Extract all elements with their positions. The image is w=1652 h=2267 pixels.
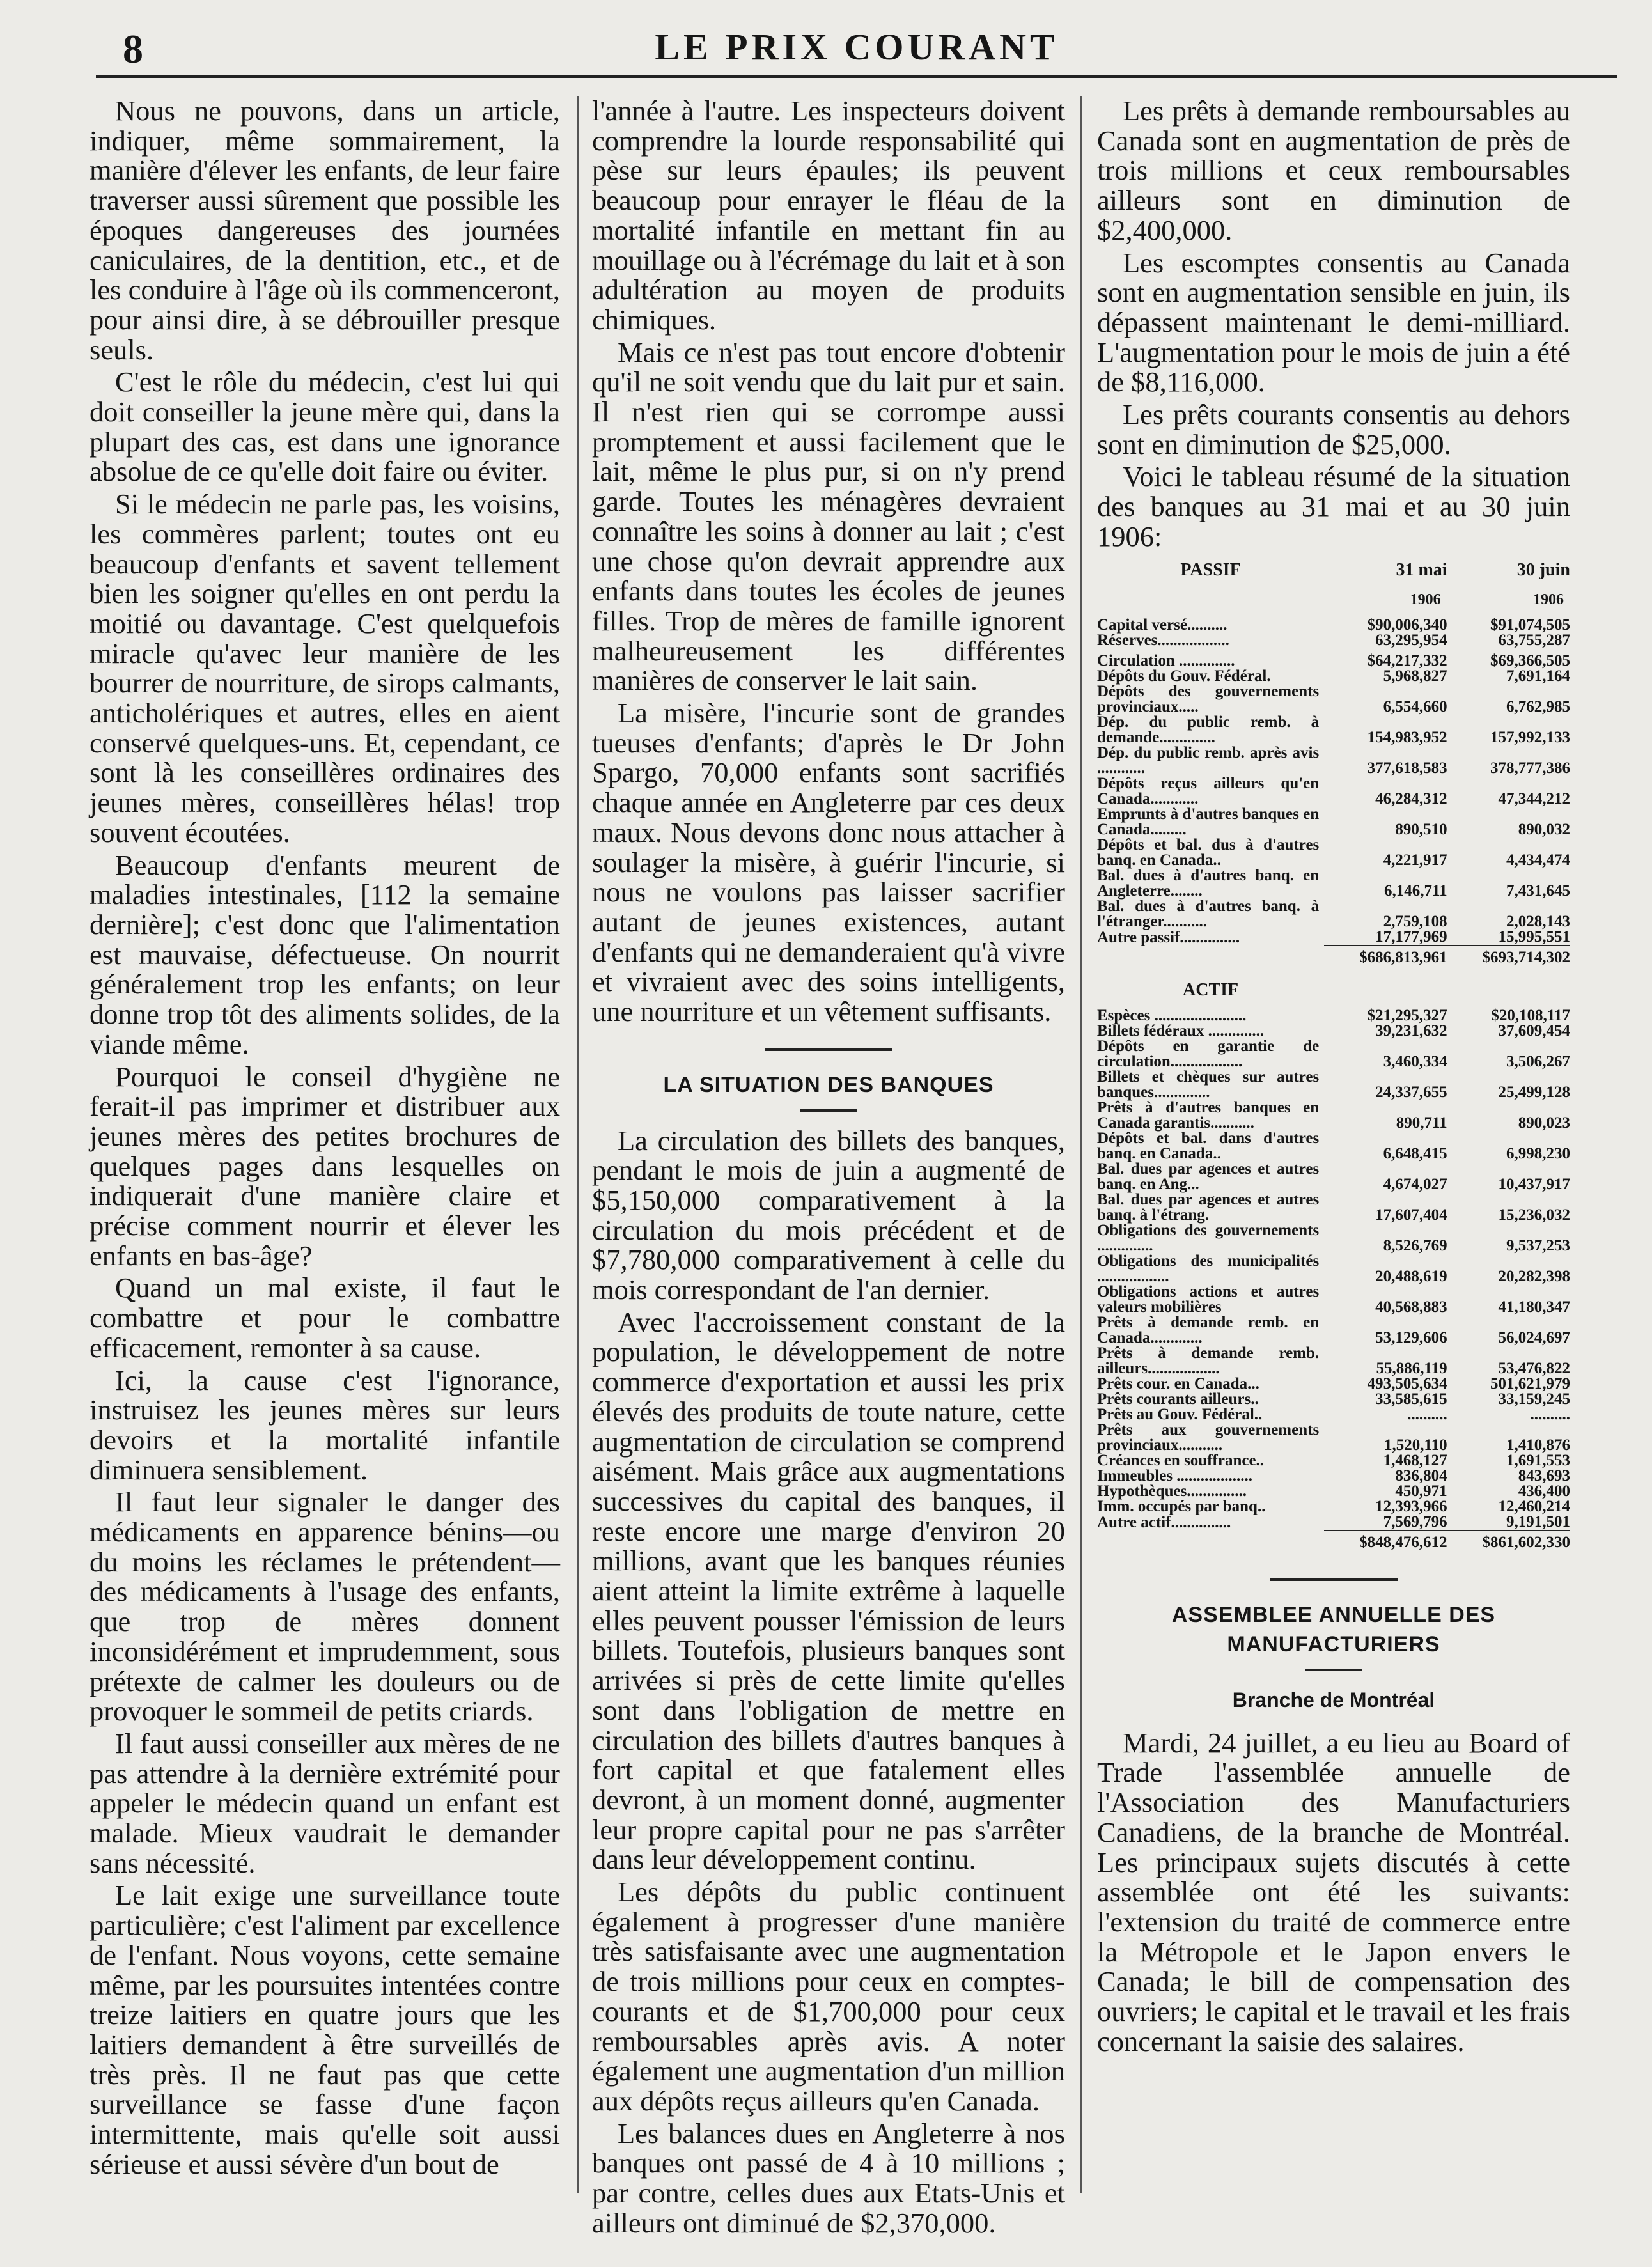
value-30-juin: 7,691,164	[1506, 667, 1570, 685]
value-30-juin: 890,023	[1518, 1114, 1570, 1132]
table-row	[1097, 684, 1570, 715]
table-row	[1097, 715, 1570, 745]
paragraph: Ici, la cause c'est l'ignorance, instruisez les jeunes mères sur leurs devoirs et la mortalité infantile diminuera sensiblement.	[90, 1364, 560, 1486]
value-31-mai: 17,607,404	[1375, 1206, 1447, 1224]
value-31-mai: 7,569,796	[1383, 1513, 1447, 1531]
table-row	[1097, 1131, 1570, 1162]
table-row	[1097, 837, 1570, 868]
paragraph: Il faut aussi conseiller aux mères de ne pas attendre à la dernière extrémité pour appeler le médecin quand un enfant est malade. Mieux vaudrait le demander sans nécessité.	[90, 1727, 560, 1879]
paragraph: La misère, l'incurie sont de grandes tueuses d'enfants; d'après le Dr John Spargo, 70,000 enfants sont sacrifiés chaque année en Angleterre par ces deux maux. Nous devons donc nous attacher à soulager la misère, à guérir l'incurie, si nous ne voulons pas laisser sacrifier autant de jeunes existences, autant d'enfants qui ne demanderaient qu'à vivre et vivraient avec des soins intelligents, une nourriture et un vêtement suffisants.	[592, 697, 1065, 1028]
title-rule	[1305, 1669, 1362, 1671]
paragraph: Les prêts à demande remboursables au Canada sont en augmentation de près de trois millions et ceux remboursables ailleurs sont en diminution de $2,400,000.	[1097, 95, 1570, 246]
row-label: Obligations actions et autres valeurs mobilières	[1097, 1282, 1320, 1316]
value-30-juin: 436,400	[1518, 1482, 1570, 1500]
table-row	[1097, 1070, 1570, 1100]
row-label: Capital versé..........	[1097, 616, 1227, 634]
value-30-juin: 890,032	[1518, 820, 1570, 838]
value-30-juin: 1,410,876	[1506, 1436, 1570, 1454]
title-rule	[800, 1109, 857, 1112]
column-divider	[577, 96, 579, 2193]
paragraph: Voici le tableau résumé de la situation des banques au 31 mai et au 30 juin 1906:	[1097, 460, 1570, 552]
row-label: Dép. du public remb. après avis ............	[1097, 744, 1320, 777]
value-30-juin: 157,992,133	[1490, 728, 1570, 746]
header-rule	[96, 75, 1617, 78]
value-30-juin: 6,998,230	[1506, 1144, 1570, 1162]
row-label: Obligations des gouvernements ..............	[1097, 1221, 1320, 1254]
value-30-juin: $69,366,505	[1490, 651, 1570, 669]
paragraph: Il faut leur signaler le danger des médicaments en apparence bénins—ou du moins les réclames le prétendent—des médicaments à l'usage des enfants, que trop de mères donnent inconsidérément et imprudemment, sous prétexte de calmer les douleurs ou de provoquer le sommeil de petits criards.	[90, 1486, 560, 1727]
year-a: 1906	[1410, 591, 1441, 609]
row-label: Espèces .......................	[1097, 1006, 1247, 1024]
table-row	[1097, 1407, 1570, 1422]
value-31-mai: 4,221,917	[1383, 851, 1447, 869]
table-row	[1097, 1162, 1570, 1192]
total-31-mai: $848,476,612	[1324, 1531, 1447, 1557]
table-row	[1097, 633, 1570, 648]
paragraph: Si le médecin ne parle pas, les voisins, les commères parlent; toutes ont eu beaucoup d'enfants et savent tellement bien les soigner qu'elles en ont perdu la moitié ou davantage. C'est quelquefois miracle qu'avec leur manière de les bourrer de nourriture, de sirops calmants, anticholériques et autres, elles en aient conservé quelques-uns. Et, cependant, ce sont là les conseillères ordinaires des jeunes mères, conseillères hélas! trop souvent écoutées.	[90, 488, 560, 848]
row-label: Billets et chèques sur autres banques..............	[1097, 1068, 1320, 1101]
value-30-juin: 37,609,454	[1498, 1022, 1570, 1040]
paragraph: Mais ce n'est pas tout encore d'obtenir qu'il ne soit vendu que du lait pur et sain. Il n'est rien qui se corrompe aussi promptement et aussi facilement que le lait, même le plus pur, si on n'y prend garde. Toutes les ménagères devraient connaître les soins à donner au lait ; c'est une chose qu'on devrait apprendre aux enfants dans toutes les écoles de jeunes filles. Trop de mères de famille ignorent malheureusement les différentes manières de conserver le lait sain.	[592, 336, 1065, 697]
page-header	[96, 26, 1617, 77]
value-31-mai: 8,526,769	[1383, 1236, 1447, 1254]
table-row	[1097, 1499, 1570, 1515]
value-31-mai: ..........	[1407, 1405, 1447, 1423]
value-30-juin: 25,499,128	[1498, 1083, 1570, 1101]
paragraph: Mardi, 24 juillet, a eu lieu au Board of Trade l'assemblée annuelle de l'Association des Manufacturiers Canadiens, de la branche de Montréal. Les principaux sujets discutés à cette assemblée ont été les suivants: l'extension du traité de commerce entre la Métropole et le Japon envers le Canada; le bill de compensation des ouvriers; le capital et le travail et les frais concernant la saisie des salaires.	[1097, 1726, 1570, 2057]
row-label: Dépôts et bal. dus à d'autres banq. en Canada..	[1097, 836, 1320, 869]
bank-table	[1097, 556, 1570, 1557]
paragraph: Nous ne pouvons, dans un article, indiquer, même sommairement, la manière d'élever les enfants, de leur faire traverser aussi sûrement que possible les époques dangereuses des journées caniculaires, de la dentition, etc., et de les conduire à l'âge où ils commenceront, pour ainsi dire, à se débrouiller presque seuls.	[90, 95, 560, 366]
value-31-mai: 836,804	[1395, 1467, 1447, 1484]
table-row	[1097, 807, 1570, 837]
value-31-mai: 5,968,827	[1383, 667, 1447, 685]
table-row	[1097, 618, 1570, 633]
paragraph: Pourquoi le conseil d'hygiène ne ferait-il pas imprimer et distribuer aux jeunes mères des petites brochures de quelques pages dans lesquelles on indiquerait d'une manière claire et précise comment nourrir et élever les enfants en bas-âge?	[90, 1060, 560, 1272]
value-30-juin: 56,024,697	[1498, 1328, 1570, 1346]
row-label: Dépôts et bal. dans d'autres banq. en Canada..	[1097, 1129, 1320, 1162]
value-31-mai: 4,674,027	[1383, 1175, 1447, 1193]
row-label: Réserves..................	[1097, 631, 1229, 649]
value-30-juin: 15,236,032	[1498, 1206, 1570, 1224]
row-label: Créances en souffrance..	[1097, 1451, 1265, 1469]
table-row	[1097, 1453, 1570, 1468]
total-31-mai: $686,813,961	[1324, 946, 1447, 972]
row-label: Dép. du public remb. à demande..............	[1097, 713, 1320, 746]
value-30-juin: 3,506,267	[1506, 1052, 1570, 1070]
row-label: Billets fédéraux ..............	[1097, 1022, 1265, 1040]
section-title: LA SITUATION DES BANQUES	[663, 1072, 994, 1097]
value-30-juin: 33,159,245	[1498, 1390, 1570, 1408]
paragraph: Les prêts courants consentis au dehors sont en diminution de $25,000.	[1097, 398, 1570, 460]
paragraph: l'année à l'autre. Les inspecteurs doivent comprendre la lourde responsabilité qui pèse sur leurs épaules; ils peuvent beaucoup pour enrayer le fléau de la mortalité infantile en mettant fin au mouillage ou à l'écrémage du lait et à son adultération au moyen de produits chimiques.	[592, 95, 1065, 336]
value-30-juin: 10,437,917	[1498, 1175, 1570, 1193]
table-row	[1097, 1008, 1570, 1024]
value-30-juin: 6,762,985	[1506, 697, 1570, 715]
passif-table	[1097, 618, 1570, 972]
table-row	[1097, 1422, 1570, 1453]
row-label: Dépôts du Gouv. Fédéral.	[1097, 667, 1271, 685]
value-31-mai: 12,393,966	[1375, 1497, 1447, 1515]
value-30-juin: 4,434,474	[1506, 851, 1570, 869]
table-row	[1097, 1392, 1570, 1407]
paragraph: La circulation des billets des banques, pendant le mois de juin a augmenté de $5,150,000 comparativement à la circulation du mois précédent et de $7,780,000 comparativement à celle du mois correspondant de l'an dernier.	[592, 1124, 1065, 1306]
table-row	[1097, 1024, 1570, 1039]
value-31-mai: 17,177,969	[1375, 928, 1447, 946]
table-row	[1097, 1100, 1570, 1131]
col-b-header: 30 juin	[1516, 559, 1570, 580]
value-30-juin: 843,693	[1518, 1467, 1570, 1484]
row-label: Autre passif...............	[1097, 928, 1240, 946]
value-31-mai: 890,711	[1396, 1114, 1447, 1132]
paragraph: Beaucoup d'enfants meurent de maladies intestinales, [112 la semaine dernière]; c'est donc que l'alimentation est mauvaise, défectueuse. On nourrit généralement trop les enfants; on leur donne trop tôt des aliments solides, de la viande même.	[90, 848, 560, 1060]
page-number: 8	[123, 26, 143, 72]
value-30-juin: 7,431,645	[1506, 882, 1570, 900]
value-31-mai: 40,568,883	[1375, 1298, 1447, 1316]
row-label: Bal. dues à d'autres banq. en Angleterre........	[1097, 866, 1320, 900]
actif-title: ACTIF	[1183, 979, 1239, 1000]
row-label: Dépôts en garantie de circulation..................	[1097, 1037, 1320, 1070]
total-30-juin: $861,602,330	[1447, 1531, 1570, 1557]
table-row	[1097, 1223, 1570, 1254]
column-divider	[1080, 96, 1082, 2193]
value-30-juin: 2,028,143	[1506, 912, 1570, 930]
row-label: Prêts aux gouvernements provinciaux...........	[1097, 1421, 1320, 1454]
value-31-mai: 377,618,583	[1367, 759, 1447, 777]
value-31-mai: 6,554,660	[1383, 697, 1447, 715]
value-31-mai: 3,460,334	[1383, 1052, 1447, 1070]
value-30-juin: 378,777,386	[1490, 759, 1570, 777]
paragraph: Les balances dues en Angleterre à nos banques ont passé de 4 à 10 millions ; par contre, celles dues aux Etats-Unis et ailleurs ont diminué de $2,370,000.	[592, 2117, 1065, 2239]
value-30-juin: 12,460,214	[1498, 1497, 1570, 1515]
table-row	[1097, 1468, 1570, 1484]
table-row	[1097, 776, 1570, 807]
row-label: Circulation ..............	[1097, 651, 1235, 669]
row-label: Prêts à demande remb. ailleurs..................	[1097, 1344, 1320, 1377]
column-2	[592, 96, 1065, 2241]
value-31-mai: 154,983,952	[1367, 728, 1447, 746]
value-31-mai: 6,146,711	[1383, 882, 1447, 900]
section-title: ASSEMBLEE ANNUELLE DES MANUFACTURIERS	[1171, 1602, 1496, 1657]
value-30-juin: 15,995,551	[1498, 928, 1570, 946]
table-row	[1097, 1254, 1570, 1284]
value-31-mai: 450,971	[1395, 1482, 1447, 1500]
value-30-juin: 63,755,287	[1498, 631, 1570, 649]
row-label: Bal. dues à d'autres banq. à l'étranger...........	[1097, 897, 1320, 930]
row-label: Emprunts à d'autres banques en Canada.........	[1097, 805, 1320, 838]
paragraph: Quand un mal existe, il faut le combattre et pour le combattre efficacement, remonter à sa cause.	[90, 1272, 560, 1364]
value-31-mai: 890,510	[1395, 820, 1447, 838]
total-30-juin: $693,714,302	[1447, 946, 1570, 972]
value-30-juin: 9,537,253	[1506, 1236, 1570, 1254]
table-row	[1097, 899, 1570, 930]
row-label: Obligations des municipalités ..................	[1097, 1252, 1320, 1285]
value-31-mai: 33,585,615	[1375, 1390, 1447, 1408]
column-3	[1097, 96, 1570, 2059]
table-row	[1097, 1039, 1570, 1070]
paragraph: Les escomptes consentis au Canada sont en augmentation sensible en juin, ils dépassent maintenant le demi-milliard. L'augmentation pour le mois de juin a été de $8,116,000.	[1097, 246, 1570, 398]
row-label: Autre actif...............	[1097, 1513, 1231, 1531]
row-label: Prêts à d'autres banques en Canada garantis...........	[1097, 1098, 1320, 1132]
value-30-juin: $91,074,505	[1490, 616, 1570, 634]
paragraph: Les dépôts du public continuent également à progresser d'une manière très satisfaisante avec une augmentation de trois millions pour ceux en comptes-courants et de $1,700,000 pour ceux remboursables après avis. A noter également une augmentation d'un million aux dépôts reçus ailleurs qu'en Canada.	[592, 1876, 1065, 2117]
value-31-mai: 6,648,415	[1383, 1144, 1447, 1162]
total-row	[1097, 1531, 1570, 1557]
row-label: Imm. occupés par banq..	[1097, 1497, 1266, 1515]
value-31-mai: 46,284,312	[1375, 790, 1447, 807]
value-30-juin: ..........	[1530, 1405, 1570, 1423]
row-label: Bal. dues par agences et autres banq. en Ang...	[1097, 1160, 1320, 1193]
row-label: Hypothèques...............	[1097, 1482, 1247, 1500]
value-31-mai: 24,337,655	[1375, 1083, 1447, 1101]
value-31-mai: 1,520,110	[1383, 1436, 1447, 1454]
value-31-mai: 53,129,606	[1375, 1328, 1447, 1346]
passif-title: PASSIF	[1180, 559, 1241, 580]
value-30-juin: 47,344,212	[1498, 790, 1570, 807]
table-row	[1097, 1315, 1570, 1346]
section-separator	[1270, 1578, 1398, 1581]
table-row	[1097, 1515, 1570, 1531]
value-30-juin: $20,108,117	[1491, 1006, 1570, 1024]
year-b: 1906	[1532, 591, 1564, 609]
row-label: Prêts courants ailleurs..	[1097, 1390, 1259, 1408]
value-30-juin: 41,180,347	[1498, 1298, 1570, 1316]
table-row	[1097, 930, 1570, 946]
journal-title: LE PRIX COURANT	[655, 26, 1059, 68]
table-row	[1097, 1346, 1570, 1376]
value-30-juin: 501,621,979	[1490, 1375, 1570, 1392]
value-31-mai: $64,217,332	[1367, 651, 1447, 669]
paragraph: C'est le rôle du médecin, c'est lui qui doit conseiller la jeune mère qui, dans la plupart des cas, est dans une ignorance absolue de ce qu'elle doit faire ou éviter.	[90, 366, 560, 488]
paragraph: Le lait exige une surveillance toute particulière; c'est l'aliment par excellence de l'enfant. Nous voyons, cette semaine même, par les poursuites intentées contre treize laitiers en quatre jours que les laitiers demandent à être surveillés de très près. Il ne faut pas que cette surveillance se fasse d'une façon intermittente, mais qu'elle soit aussi sérieuse et aussi sévère d'un bout de	[90, 1879, 560, 2180]
value-31-mai: 63,295,954	[1375, 631, 1447, 649]
paragraph: Avec l'accroissement constant de la population, le développement de notre commerce d'exportation et aussi les prix élevés des produits de toute nature, cette augmentation de circulation se comprend aisément. Mais grâce aux augmentations successives du capital des banques, il reste encore une marge d'environ 20 millions, avant que les banques réunies aient atteint la limite extrême à laquelle elles peuvent pousser l'émission de leurs billets. Toutefois, plusieurs banques sont arrivées si près de cette limite qu'elles sont dans l'obligation de mettre en circulation des billets d'autres banques à fort capital et que fatalement elles devront, à un moment donné, augmenter leur propre capital pour ne pas s'arrêter dans leur développement continu.	[592, 1305, 1065, 1876]
value-30-juin: 53,476,822	[1498, 1359, 1570, 1377]
column-1	[90, 96, 560, 2182]
table-row	[1097, 1484, 1570, 1499]
value-31-mai: 20,488,619	[1375, 1267, 1447, 1285]
value-31-mai: 2,759,108	[1383, 912, 1447, 930]
value-30-juin: 9,191,501	[1506, 1513, 1570, 1531]
row-label: Dépôts des gouvernements provinciaux.....	[1097, 682, 1320, 715]
value-31-mai: 493,505,634	[1367, 1375, 1447, 1392]
row-label: Bal. dues par agences et autres banq. à l'étrang.	[1097, 1190, 1320, 1224]
row-label: Immeubles ...................	[1097, 1467, 1253, 1484]
value-30-juin: 20,282,398	[1498, 1267, 1570, 1285]
value-31-mai: $90,006,340	[1367, 616, 1447, 634]
section-subtitle: Branche de Montréal	[1232, 1688, 1435, 1712]
value-31-mai: 55,886,119	[1376, 1359, 1447, 1377]
col-a-header: 31 mai	[1396, 559, 1447, 580]
section-separator	[765, 1048, 892, 1051]
table-row	[1097, 1376, 1570, 1392]
value-31-mai: 1,468,127	[1383, 1451, 1447, 1469]
table-header	[1097, 556, 1570, 586]
total-row	[1097, 946, 1570, 972]
table-row	[1097, 653, 1570, 669]
row-label: Prêts au Gouv. Fédéral..	[1097, 1405, 1263, 1423]
row-label: Prêts cour. en Canada...	[1097, 1375, 1259, 1392]
value-30-juin: 1,691,553	[1506, 1451, 1570, 1469]
table-row	[1097, 745, 1570, 776]
value-31-mai: $21,295,327	[1367, 1006, 1447, 1024]
row-label: Prêts à demande remb. en Canada.............	[1097, 1313, 1320, 1346]
actif-table	[1097, 1008, 1570, 1557]
row-label: Dépôts reçus ailleurs qu'en Canada............	[1097, 774, 1320, 807]
value-31-mai: 39,231,632	[1375, 1022, 1447, 1040]
table-row	[1097, 1192, 1570, 1223]
table-row	[1097, 868, 1570, 899]
table-row	[1097, 1284, 1570, 1315]
table-year-row	[1097, 585, 1570, 615]
table-row	[1097, 669, 1570, 684]
